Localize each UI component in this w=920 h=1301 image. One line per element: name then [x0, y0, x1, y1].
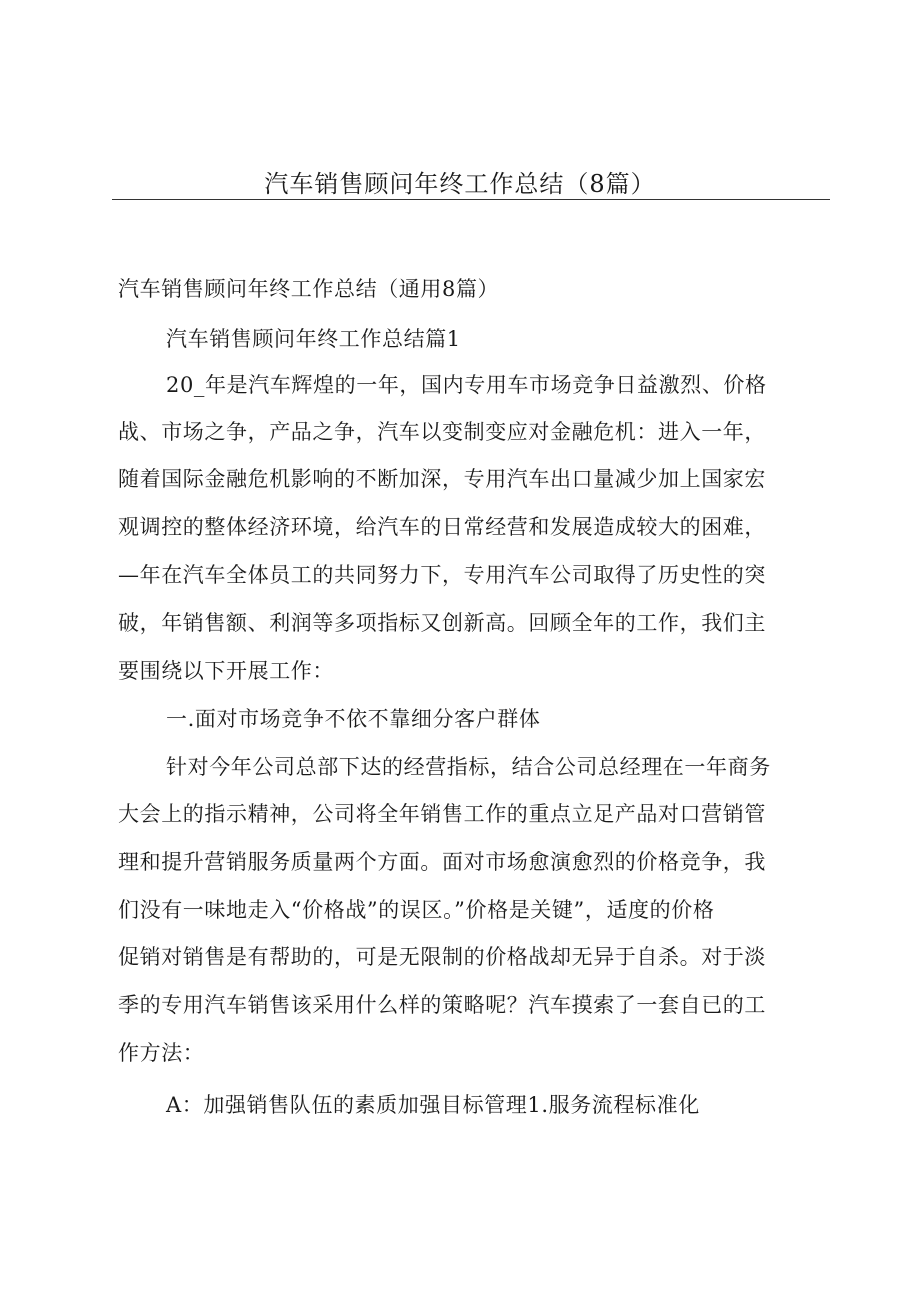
paragraph-line: 们没有一味地走入“价格战”的误区。”价格是关键”，适度的价格 — [118, 898, 715, 922]
paragraph-line: 破，年销售额、利润等多项指标又创新高。回顾全年的工作，我们主 — [118, 611, 766, 635]
final-line: A：加强销售队伍的素质加强目标管理1.服务流程标准化 — [166, 1093, 700, 1117]
point-heading: 一.面对市场竞争不依不靠细分客户群体 — [166, 707, 541, 731]
paragraph-line: 观调控的整体经济环境，给汽车的日常经营和发展造成较大的困难， — [118, 515, 766, 539]
title-underline — [112, 199, 830, 200]
paragraph-line: 20_年是汽车辉煌的一年，国内专用车市场竞争日益激烈、价格 — [166, 373, 767, 397]
paragraph-line: 大会上的指示精神，公司将全年销售工作的重点立足产品对口营销管 — [118, 802, 766, 826]
paragraph-line: 随着国际金融危机影响的不断加深，专用汽车出口量减少加上国家宏 — [118, 467, 766, 491]
paragraph-line: 战、市场之争，产品之争，汽车以变制变应对金融危机：进入一年， — [118, 420, 766, 444]
paragraph-line: 理和提升营销服务质量两个方面。面对市场愈演愈烈的价格竞争，我 — [118, 850, 766, 874]
section-heading: 汽车销售顾问年终工作总结篇1 — [166, 327, 461, 351]
paragraph-line: 要围绕以下开展工作： — [118, 659, 334, 683]
subtitle: 汽车销售顾问年终工作总结（通用8篇） — [118, 277, 500, 301]
paragraph-line: 针对今年公司总部下达的经营指标，结合公司总经理在一年商务 — [166, 755, 771, 779]
paragraph-line: 季的专用汽车销售该采用什么样的策略呢？汽车摸索了一套自已的工 — [118, 993, 766, 1017]
document-title: 汽车销售顾问年终工作总结（8篇） — [264, 170, 656, 198]
paragraph-line: 促销对销售是有帮助的，可是无限制的价格战却无异于自杀。对于淡 — [118, 945, 766, 969]
paragraph-line: 作方法： — [118, 1041, 205, 1065]
paragraph-line: —年在汽车全体员工的共同努力下，专用汽车公司取得了历史性的突 — [118, 563, 766, 587]
